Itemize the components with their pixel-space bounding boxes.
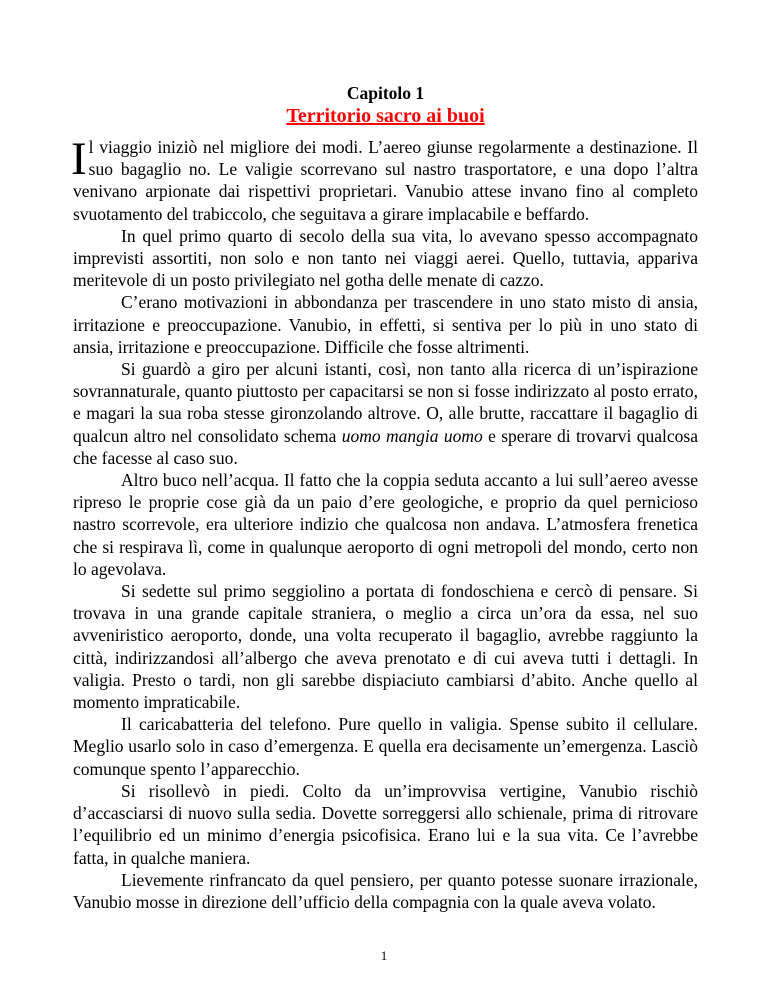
chapter-title: Territorio sacro ai buoi bbox=[286, 105, 485, 127]
paragraph-8: Si risollevò in piedi. Colto da un’improvvisa vertigine, Vanubio rischiò d’accasciarsi di nuovo sulla sedia. Dovette sorreggersi allo schienale, prima di ritrovare l’equilibrio ed un minimo d’energia psicofisica. Erano lui e la sua vita. Ce l’avrebbe fatta, in qualche maniera. bbox=[73, 780, 698, 868]
document-page bbox=[73, 82, 698, 913]
drop-cap: I bbox=[71, 133, 87, 185]
chapter-label: Capitolo 1 bbox=[346, 83, 425, 103]
page-number: 1 bbox=[380, 948, 388, 963]
paragraph-7: Il caricabatteria del telefono. Pure quello in valigia. Spense subito il cellulare. Meglio usarlo solo in caso d’emergenza. E quella era decisamente un’emergenza. Lasciò comunque spento l’apparecchio. bbox=[73, 714, 698, 779]
chapter-body bbox=[71, 133, 698, 913]
paragraph-text: e sperare di trovarvi qualcosa che facesse al caso suo. bbox=[73, 425, 698, 468]
paragraph-5: Altro buco nell’acqua. Il fatto che la coppia seduta accanto a lui sull’aereo avesse ripreso le proprie cose già da un paio d’ere geologiche, e proprio da quel pernicioso nastro scorrevole, era ulteriore indizio che qualcosa non andava. L’atmosfera frenetica che si respirava lì, come in qualunque aeroporto di ogni metropoli del mondo, certo non lo agevolava. bbox=[73, 470, 698, 579]
paragraph-9: Lievemente rinfrancato da quel pensiero, per quanto potesse suonare irrazionale, Vanubio mosse in direzione dell’ufficio della compagnia con la quale aveva volato. bbox=[73, 869, 698, 912]
paragraph-4 bbox=[73, 358, 698, 469]
paragraph-text: l viaggio iniziò nel migliore dei modi. L’aereo giunse regolarmente a destinazione. Il suo bagaglio no. Le valigie scorrevano sul nastro trasportatore, e una dopo l’altra venivano arpionate dai rispettivi proprietari. Vanubio attese invano fino al completo svuotamento del trabiccolo, che seguitava a girare implacabile e beffardo. bbox=[73, 137, 698, 224]
paragraph-6: Si sedette sul primo seggiolino a portata di fondoschiena e cercò di pensare. Si trovava in una grande capitale straniera, o meglio a circa un’ora da essa, nel suo avveniristico aeroporto, donde, una volta recuperato il bagaglio, avrebbe raggiunto la città, indirizzandosi all’albergo che aveva prenotato e di cui aveva tutti i dettagli. In valigia. Presto o tardi, non gli sarebbe dispiaciuto cambiarsi d’abito. Anche quello al momento impraticabile. bbox=[73, 581, 698, 713]
paragraph-3: C’erano motivazioni in abbondanza per trascendere in uno stato misto di ansia, irritazione e preoccupazione. Vanubio, in effetti, si sentiva per lo più in uno stato di ansia, irritazione e preoccupazione. Difficile che fosse altrimenti. bbox=[73, 292, 698, 357]
italic-phrase: uomo mangia uomo bbox=[341, 425, 483, 446]
paragraph-2: In quel primo quarto di secolo della sua vita, lo avevano spesso accompagnato imprevisti assortiti, non solo e non tanto nei viaggi aerei. Quello, tuttavia, appariva meritevole di un posto privilegiato nel gotha delle menate di cazzo. bbox=[73, 225, 698, 291]
paragraph-text: Si guardò a giro per alcuni istanti, così, non tanto alla ricerca di un’ispirazione sovrannaturale, quanto piuttosto per capacitarsi se non si fosse indirizzato al posto errato, e magari la sua roba stesse gironzolando altrove. O, alle brutte, raccattare il bagaglio di qualcun altro nel consolidato schema bbox=[73, 359, 698, 446]
paragraph-1 bbox=[71, 133, 698, 225]
